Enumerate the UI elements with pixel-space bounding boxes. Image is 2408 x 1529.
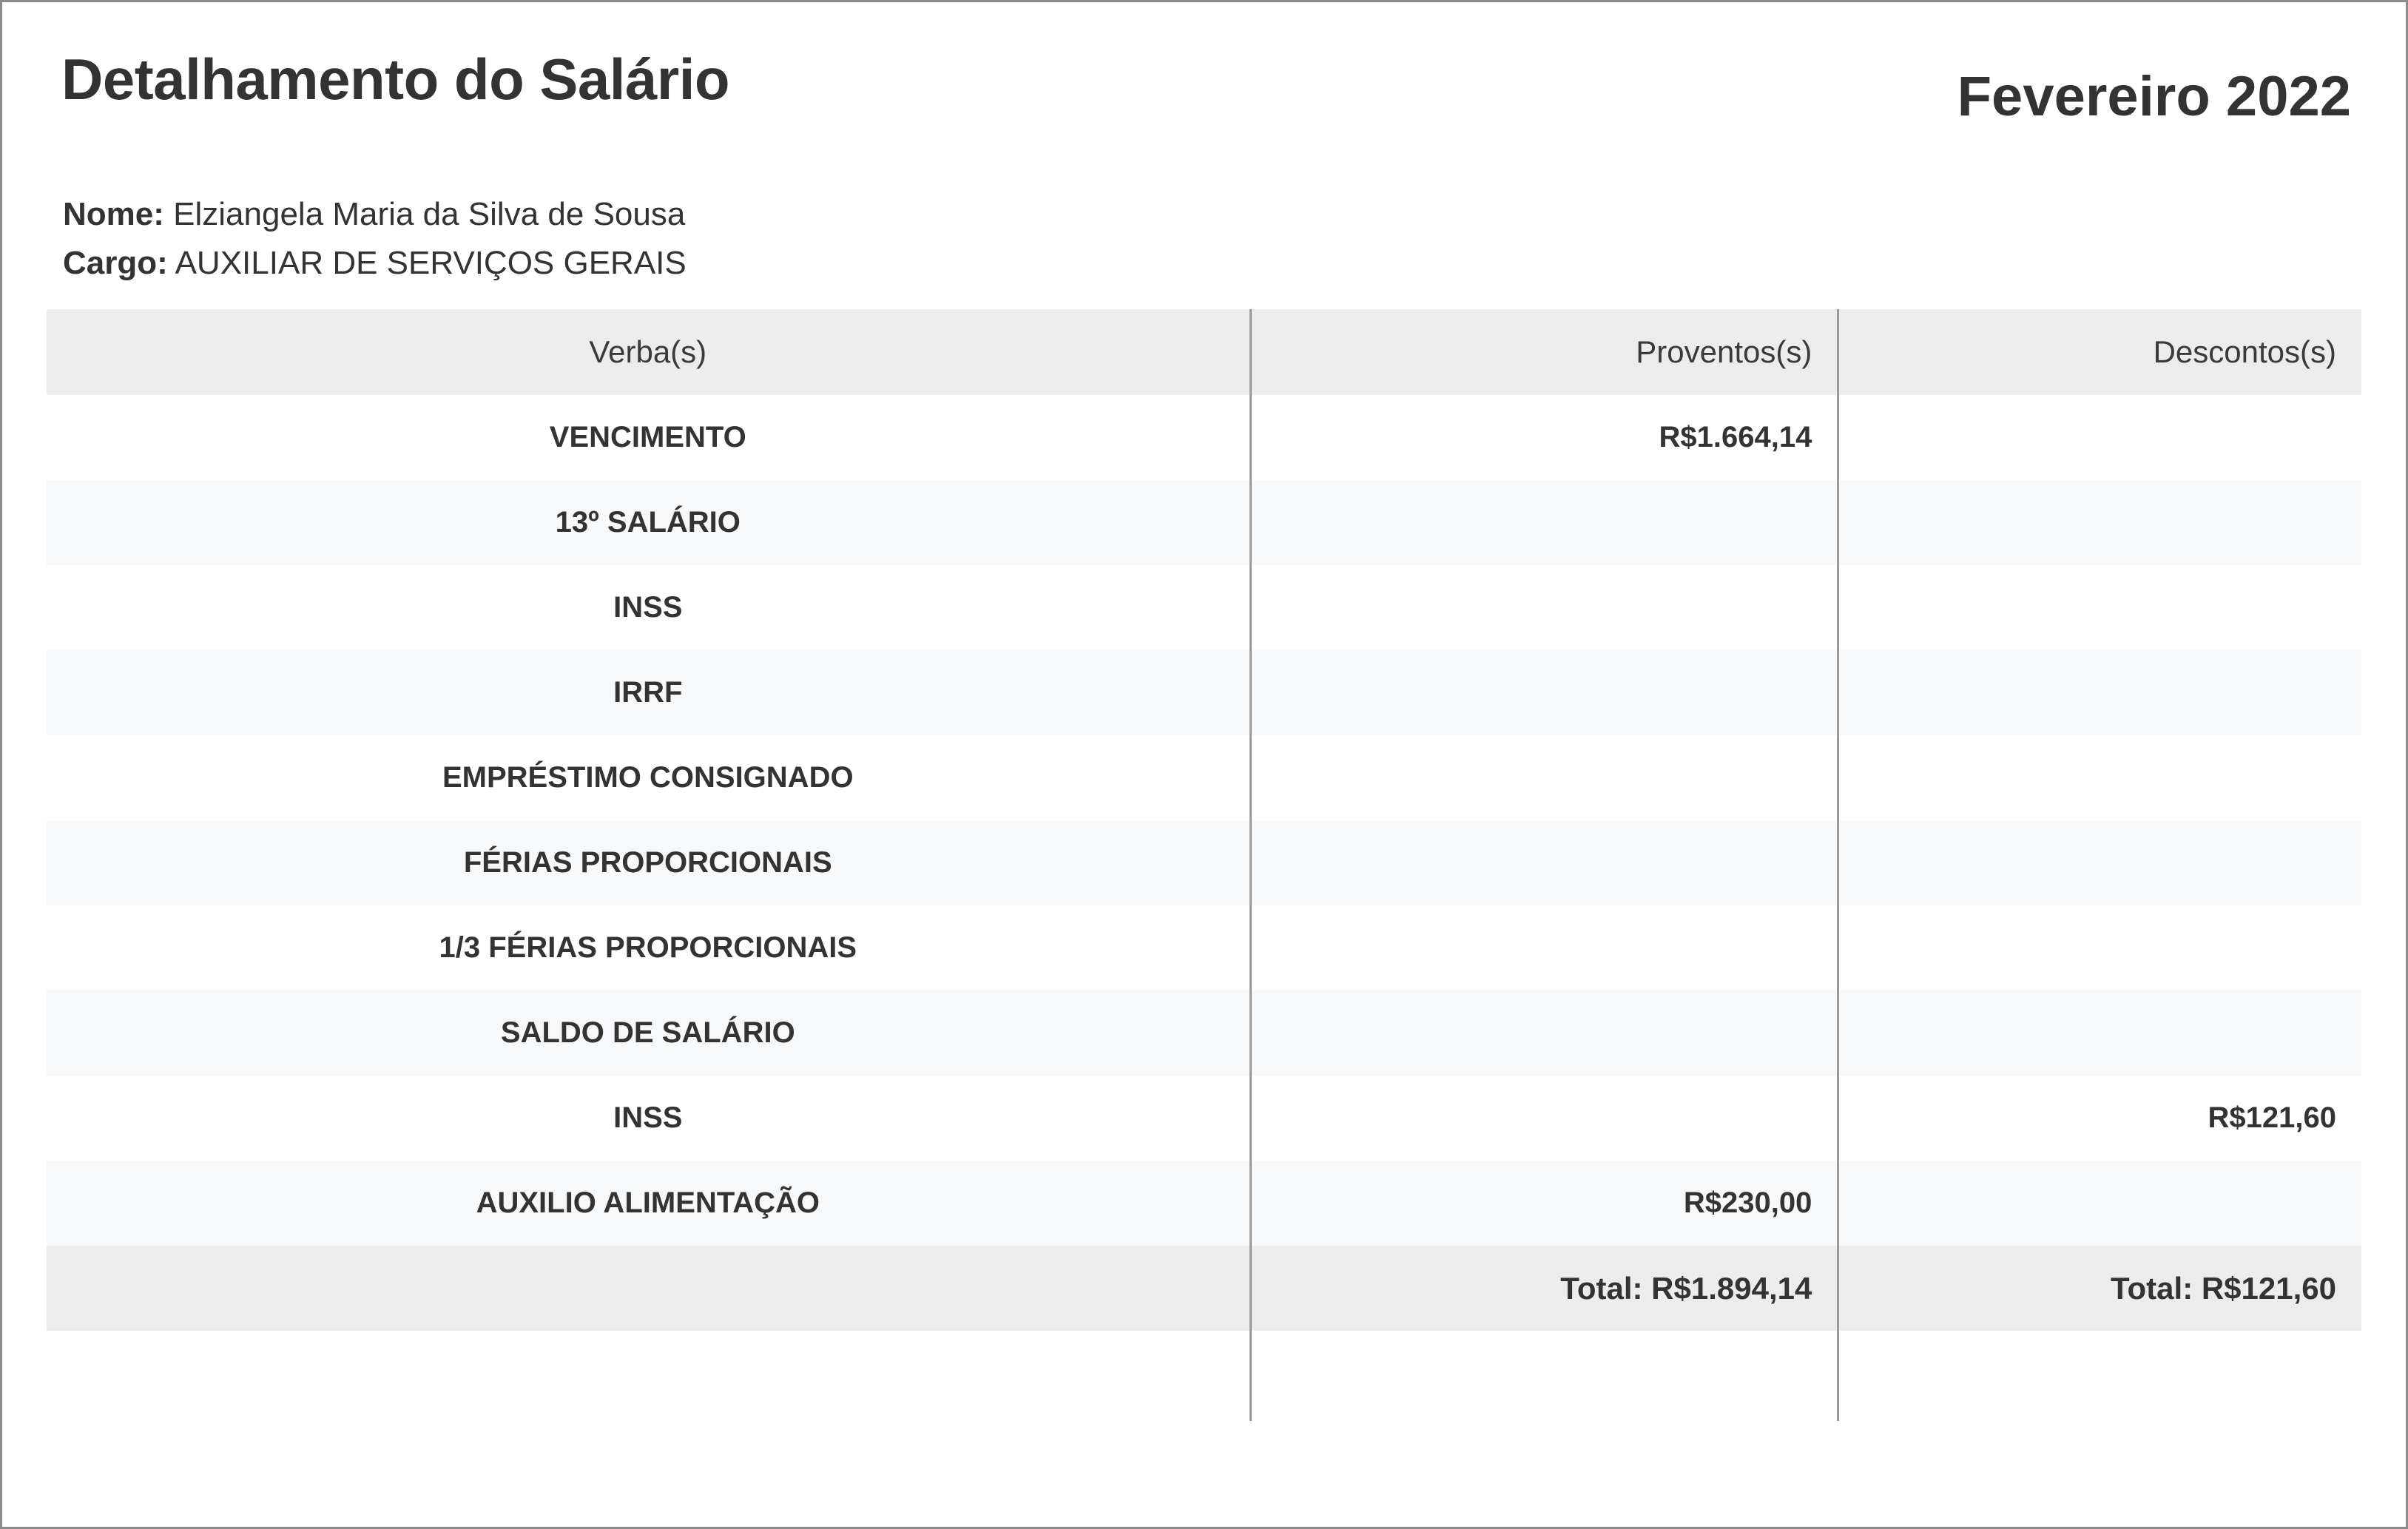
row-descontos bbox=[1838, 650, 2361, 735]
row-proventos bbox=[1250, 820, 1838, 905]
table-row bbox=[47, 990, 2361, 1076]
total-proventos: Total: R$1.894,14 bbox=[1250, 1246, 1838, 1331]
row-proventos bbox=[1250, 735, 1838, 820]
row-verba: IRRF bbox=[47, 650, 1250, 735]
spacer-proventos bbox=[1250, 1331, 1838, 1421]
document-header bbox=[2, 2, 2406, 128]
page-title: Detalhamento do Salário bbox=[61, 47, 730, 112]
total-verba bbox=[47, 1246, 1250, 1331]
row-descontos bbox=[1838, 480, 2361, 565]
table-total-row bbox=[47, 1246, 2361, 1331]
row-descontos bbox=[1838, 905, 2361, 990]
row-descontos: R$121,60 bbox=[1838, 1076, 2361, 1161]
row-proventos bbox=[1250, 565, 1838, 650]
column-header-verba: Verba(s) bbox=[47, 309, 1250, 395]
row-verba: SALDO DE SALÁRIO bbox=[47, 990, 1250, 1076]
employee-info bbox=[2, 128, 2406, 289]
total-descontos: Total: R$121,60 bbox=[1838, 1246, 2361, 1331]
column-header-proventos: Proventos(s) bbox=[1250, 309, 1838, 395]
employee-name-row bbox=[63, 190, 2406, 240]
period-label: Fevereiro 2022 bbox=[1957, 65, 2351, 128]
row-descontos bbox=[1838, 990, 2361, 1076]
row-proventos bbox=[1250, 1076, 1838, 1161]
row-descontos bbox=[1838, 1161, 2361, 1246]
row-descontos bbox=[1838, 395, 2361, 480]
row-verba: VENCIMENTO bbox=[47, 395, 1250, 480]
column-header-descontos: Descontos(s) bbox=[1838, 309, 2361, 395]
row-descontos bbox=[1838, 565, 2361, 650]
table-row bbox=[47, 735, 2361, 820]
table-row bbox=[47, 395, 2361, 480]
row-verba: EMPRÉSTIMO CONSIGNADO bbox=[47, 735, 1250, 820]
table-row bbox=[47, 905, 2361, 990]
employee-role-row bbox=[63, 239, 2406, 288]
row-verba: INSS bbox=[47, 1076, 1250, 1161]
table-row bbox=[47, 1076, 2361, 1161]
row-verba: INSS bbox=[47, 565, 1250, 650]
row-proventos bbox=[1250, 905, 1838, 990]
spacer-descontos bbox=[1838, 1331, 2361, 1421]
table-spacer-row bbox=[47, 1331, 2361, 1421]
table-row bbox=[47, 1161, 2361, 1246]
employee-role-value: AUXILIAR DE SERVIÇOS GERAIS bbox=[175, 245, 687, 282]
row-descontos bbox=[1838, 820, 2361, 905]
row-descontos bbox=[1838, 735, 2361, 820]
employee-role-label: Cargo: bbox=[63, 245, 168, 282]
row-proventos bbox=[1250, 480, 1838, 565]
row-proventos bbox=[1250, 990, 1838, 1076]
row-verba: 13º SALÁRIO bbox=[47, 480, 1250, 565]
employee-name-label: Nome: bbox=[63, 195, 164, 232]
row-verba: AUXILIO ALIMENTAÇÃO bbox=[47, 1161, 1250, 1246]
row-verba: FÉRIAS PROPORCIONAIS bbox=[47, 820, 1250, 905]
row-verba: 1/3 FÉRIAS PROPORCIONAIS bbox=[47, 905, 1250, 990]
table-row bbox=[47, 565, 2361, 650]
table-row bbox=[47, 650, 2361, 735]
row-proventos bbox=[1250, 650, 1838, 735]
row-proventos: R$230,00 bbox=[1250, 1161, 1838, 1246]
salary-table bbox=[47, 309, 2361, 1421]
table-row bbox=[47, 480, 2361, 565]
employee-name-value: Elziangela Maria da Silva de Sousa bbox=[173, 195, 686, 232]
table-header-row bbox=[47, 309, 2361, 395]
spacer-verba bbox=[47, 1331, 1250, 1421]
table-row bbox=[47, 820, 2361, 905]
row-proventos: R$1.664,14 bbox=[1250, 395, 1838, 480]
